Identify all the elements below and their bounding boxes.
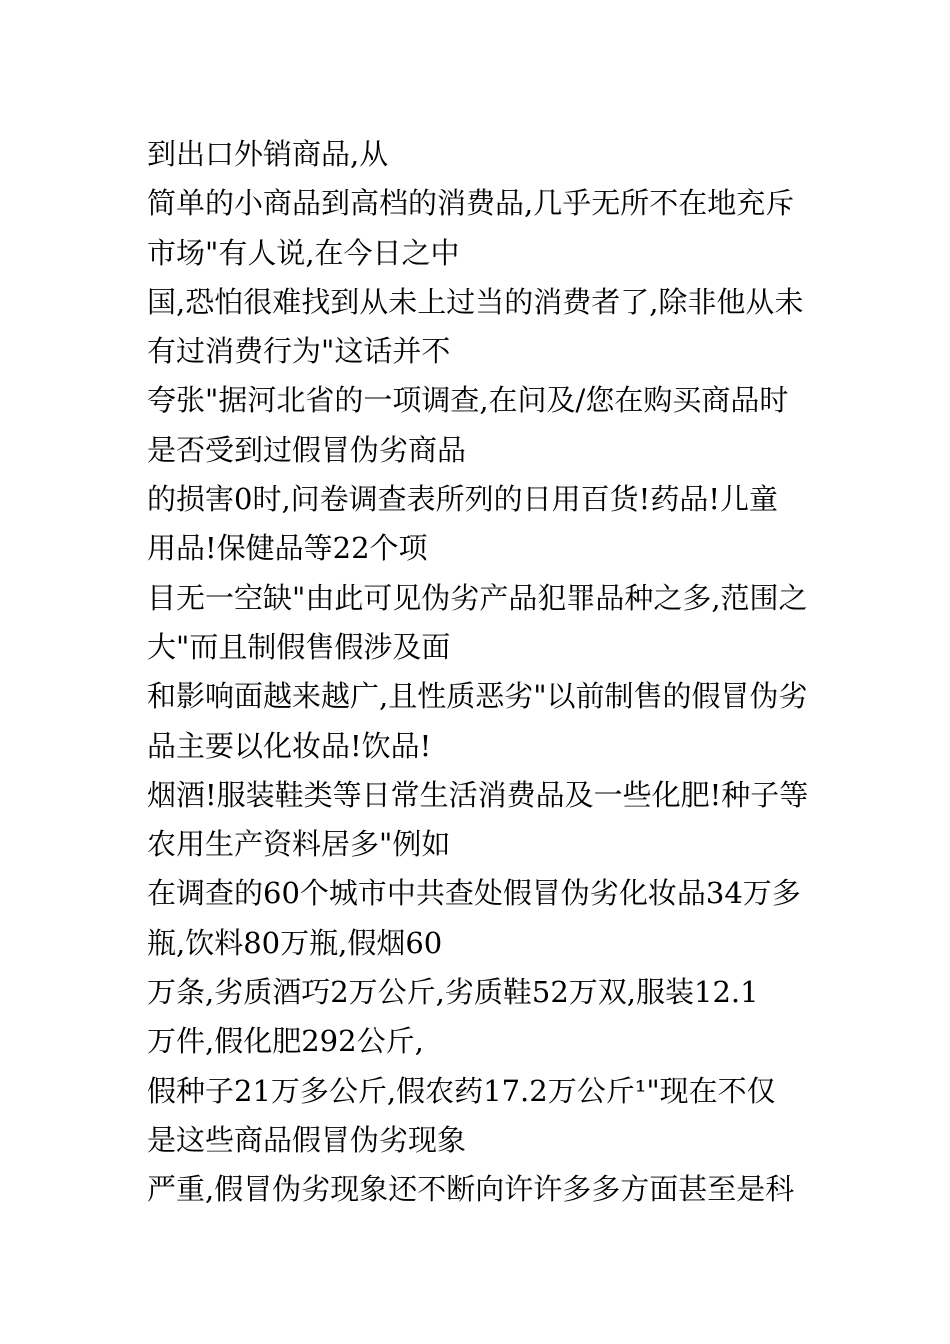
text-line: 品主要以化妆品!饮品!: [147, 728, 432, 763]
text-line: 夸张"据河北省的一项调查,在问及/您在购买商品时: [147, 383, 789, 418]
text-line: 严重,假冒伪劣现象还不断向许许多多方面甚至是科: [147, 1172, 795, 1207]
text-line: 农用生产资料居多"例如: [147, 827, 451, 862]
text-line: 有过消费行为"这话并不: [147, 334, 451, 369]
text-line: 用品!保健品等22个项: [147, 531, 428, 566]
text-line: 在调查的60个城市中共查处假冒伪劣化妆品34万多: [147, 876, 801, 911]
text-line: 目无一空缺"由此可见伪劣产品犯罪品种之多,范围之: [147, 580, 808, 615]
text-line: 是这些商品假冒伪劣现象: [147, 1122, 467, 1157]
text-line: 到出口外销商品,从: [147, 137, 389, 171]
text-line: 万条,劣质酒巧2万公斤,劣质鞋52万双,服装12.1: [147, 975, 759, 1010]
text-line: 假种子21万多公斤,假农药17.2万公斤¹"现在不仅: [147, 1073, 776, 1108]
text-line: 是否受到过假冒伪劣商品: [147, 432, 467, 467]
text-line: 简单的小商品到高档的消费品,几乎无所不在地充斥: [147, 186, 795, 221]
text-line: 瓶,饮料80万瓶,假烟60: [147, 925, 443, 960]
body-text: [147, 130, 827, 1215]
text-line: 烟酒!服装鞋类等日常生活消费品及一些化肥!种子等: [147, 777, 809, 812]
text-line: 的损害0时,问卷调查表所列的日用百货!药品!儿童: [147, 482, 778, 517]
text-line: 和影响面越来越广,且性质恶劣"以前制售的假冒伪劣: [147, 679, 808, 714]
text-line: 国,恐怕很难找到从未上过当的消费者了,除非他从未: [147, 284, 804, 319]
text-line: 万件,假化肥292公斤,: [147, 1024, 424, 1059]
text-line: 大"而且制假售假涉及面: [147, 629, 451, 664]
text-line: 市场"有人说,在今日之中: [147, 235, 460, 270]
